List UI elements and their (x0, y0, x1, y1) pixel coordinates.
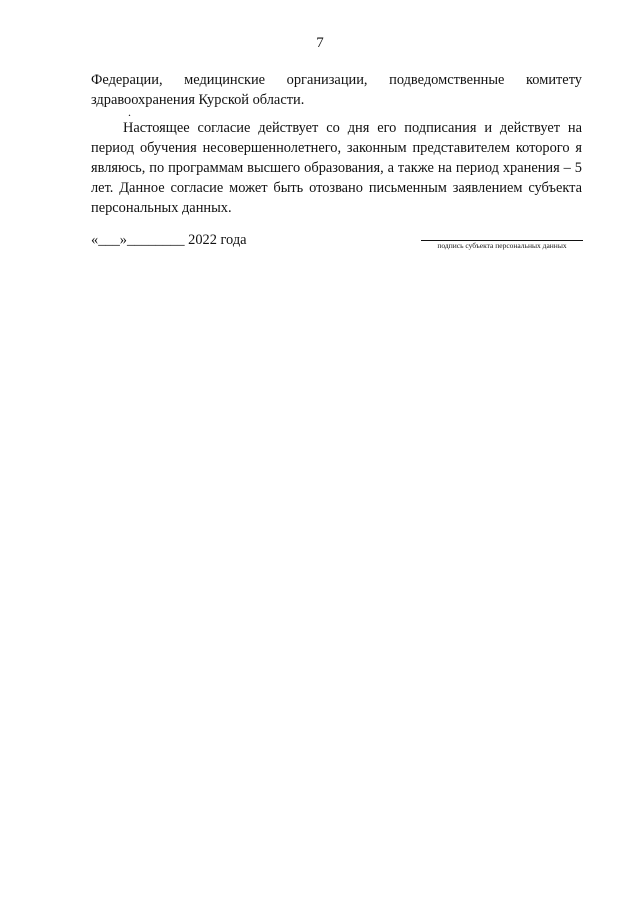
signature-caption: подпись субъекта персональных данных (437, 241, 567, 250)
signature-block (421, 240, 583, 251)
paragraph-line-2: здравоохранения Курской области. (91, 92, 305, 108)
date-line: «___»________ 2022 года (91, 232, 247, 248)
paragraph-continuation (91, 70, 582, 110)
stray-mark: . (128, 105, 131, 119)
consent-paragraph: Настоящее согласие действует со дня его подписания и действует на период обучения несовершеннолетнего, законным представителем которого я являюсь, по программам высшего образования, а также на период хранения – 5 лет. Данное согласие может быть отозвано письменным заявлением субъекта персональных данных. (91, 120, 582, 216)
paragraph-line-1: Федерации, медицинские организации, подведомственные комитету (91, 72, 582, 88)
page-number: 7 (316, 35, 324, 51)
